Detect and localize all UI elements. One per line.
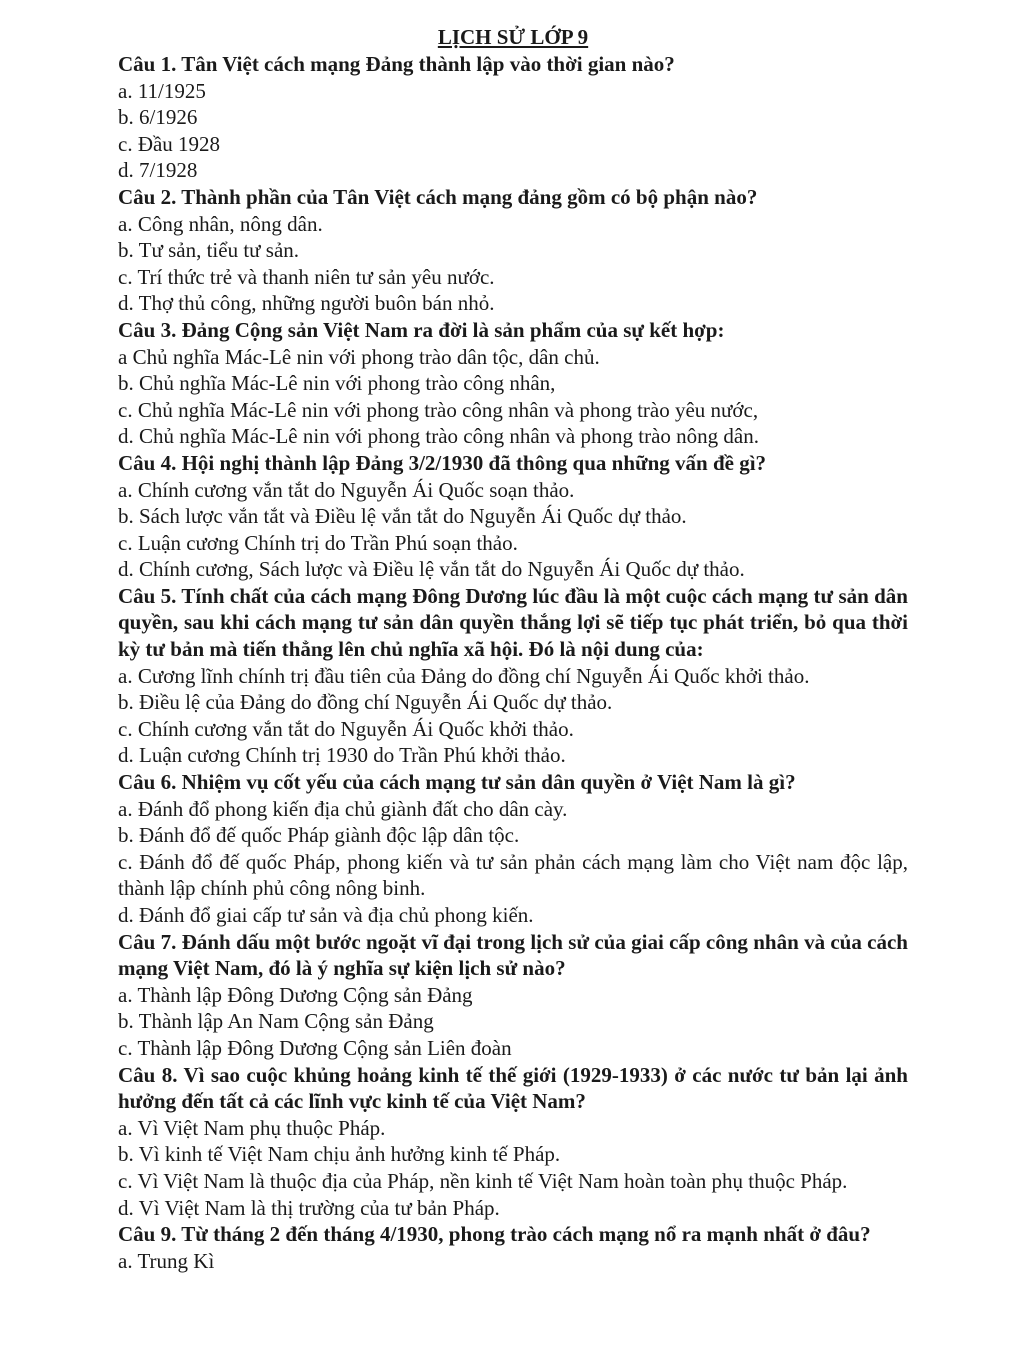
answer-option: b. Điều lệ của Đảng do đồng chí Nguyễn Ái Quốc dự thảo.	[118, 690, 613, 715]
document-page	[118, 24, 908, 1274]
question-5	[118, 583, 908, 769]
answer-option: a. Cương lĩnh chính trị đầu tiên của Đảng do đồng chí Nguyễn Ái Quốc khởi thảo.	[118, 663, 810, 688]
answer-option: d. Thợ thủ công, những người buôn bán nhỏ.	[118, 291, 495, 316]
question-7	[118, 929, 908, 1062]
answer-option: d. Chính cương, Sách lược và Điều lệ vắn tắt do Nguyễn Ái Quốc dự thảo.	[118, 557, 745, 582]
answer-option: c. Trí thức trẻ và thanh niên tư sản yêu nước.	[118, 264, 495, 289]
question-8	[118, 1062, 908, 1222]
answer-option: b. Vì kinh tế Việt Nam chịu ảnh hưởng kinh tế Pháp.	[118, 1142, 561, 1167]
answer-option: a. Vì Việt Nam phụ thuộc Pháp.	[118, 1115, 386, 1140]
answer-option: b. Tư sản, tiểu tư sản.	[118, 238, 300, 263]
answer-option: c. Đầu 1928	[118, 131, 221, 156]
question-text: Câu 1. Tân Việt cách mạng Đảng thành lập vào thời gian nào?	[118, 52, 675, 76]
answer-option: a. Đánh đổ phong kiến địa chủ giành đất cho dân cày.	[118, 796, 568, 821]
answer-option: d. 7/1928	[118, 158, 198, 183]
question-2	[118, 184, 908, 317]
answer-option: d. Đánh đổ giai cấp tư sản và địa chủ phong kiến.	[118, 903, 534, 927]
question-text: Câu 5. Tính chất của cách mạng Đông Dương lúc đầu là một cuộc cách mạng tư sản dân quyền, sau khi cách mạng tư sản dân quyền thắng lợi sẽ tiếp tục phát triển, bỏ qua thời kỳ tư bản mà tiến thẳng lên chủ nghĩa xã hội. Đó là nội dung của:	[118, 583, 908, 662]
answer-option: b. Đánh đổ đế quốc Pháp giành độc lập dân tộc.	[118, 823, 520, 848]
question-6	[118, 769, 908, 929]
answer-option: d. Chủ nghĩa Mác-Lê nin với phong trào công nhân và phong trào nông dân.	[118, 424, 759, 449]
answer-option: a. Thành lập Đông Dương Cộng sản Đảng	[118, 982, 473, 1007]
question-9	[118, 1221, 908, 1274]
question-1	[118, 51, 908, 184]
answer-option: c. Chính cương vắn tắt do Nguyễn Ái Quốc khởi thảo.	[118, 716, 574, 741]
answer-option: d. Luận cương Chính trị 1930 do Trần Phú khởi thảo.	[118, 743, 566, 768]
answer-option: c. Luận cương Chính trị do Trần Phú soạn thảo.	[118, 530, 518, 555]
question-text: Câu 6. Nhiệm vụ cốt yếu của cách mạng tư sản dân quyền ở Việt Nam là gì?	[118, 770, 796, 795]
answer-option: c. Đánh đổ đế quốc Pháp, phong kiến và tư sản phản cách mạng làm cho Việt nam độc lập, thành lập chính phủ công nông binh.	[118, 849, 908, 901]
answer-option: a. Chính cương vắn tắt do Nguyễn Ái Quốc soạn thảo.	[118, 477, 575, 502]
question-3	[118, 317, 908, 450]
answer-option: a. 11/1925	[118, 78, 206, 103]
answer-option: c. Vì Việt Nam là thuộc địa của Pháp, nền kinh tế Việt Nam hoàn toàn phụ thuộc Pháp.	[118, 1168, 848, 1193]
question-text: Câu 8. Vì sao cuộc khủng hoảng kinh tế thế giới (1929-1933) ở các nước tư bản lại ảnh hưởng đến tất cả các lĩnh vực kinh tế của Việt Nam?	[118, 1062, 908, 1114]
question-text: Câu 7. Đánh dấu một bước ngoặt vĩ đại trong lịch sử của giai cấp công nhân và của cách mạng Việt Nam, đó là ý nghĩa sự kiện lịch sử nào?	[118, 929, 908, 981]
answer-option: b. Thành lập An Nam Cộng sản Đảng	[118, 1009, 434, 1034]
question-text: Câu 3. Đảng Cộng sản Việt Nam ra đời là sản phẩm của sự kết hợp:	[118, 317, 725, 342]
answer-option: b. 6/1926	[118, 105, 198, 130]
page-title: LỊCH SỬ LỚP 9	[437, 25, 589, 49]
answer-option: a. Công nhân, nông dân.	[118, 211, 323, 236]
question-text: Câu 4. Hội nghị thành lập Đảng 3/2/1930 đã thông qua những vấn đề gì?	[118, 450, 767, 475]
answer-option: c. Thành lập Đông Dương Cộng sản Liên đoàn	[118, 1035, 512, 1060]
answer-option: a. Trung Kì	[118, 1248, 215, 1273]
question-4	[118, 450, 908, 583]
answer-option: b. Sách lược vắn tắt và Điều lệ vắn tắt do Nguyễn Ái Quốc dự thảo.	[118, 504, 687, 529]
answer-option: a Chủ nghĩa Mác-Lê nin với phong trào dân tộc, dân chủ.	[118, 344, 600, 369]
answer-option: b. Chủ nghĩa Mác-Lê nin với phong trào công nhân,	[118, 371, 556, 396]
question-text: Câu 9. Từ tháng 2 đến tháng 4/1930, phong trào cách mạng nổ ra mạnh nhất ở đâu?	[118, 1222, 871, 1247]
answer-option: c. Chủ nghĩa Mác-Lê nin với phong trào công nhân và phong trào yêu nước,	[118, 397, 759, 422]
question-text: Câu 2. Thành phần của Tân Việt cách mạng đảng gồm có bộ phận nào?	[118, 184, 758, 209]
answer-option: d. Vì Việt Nam là thị trường của tư bản Pháp.	[118, 1195, 500, 1220]
